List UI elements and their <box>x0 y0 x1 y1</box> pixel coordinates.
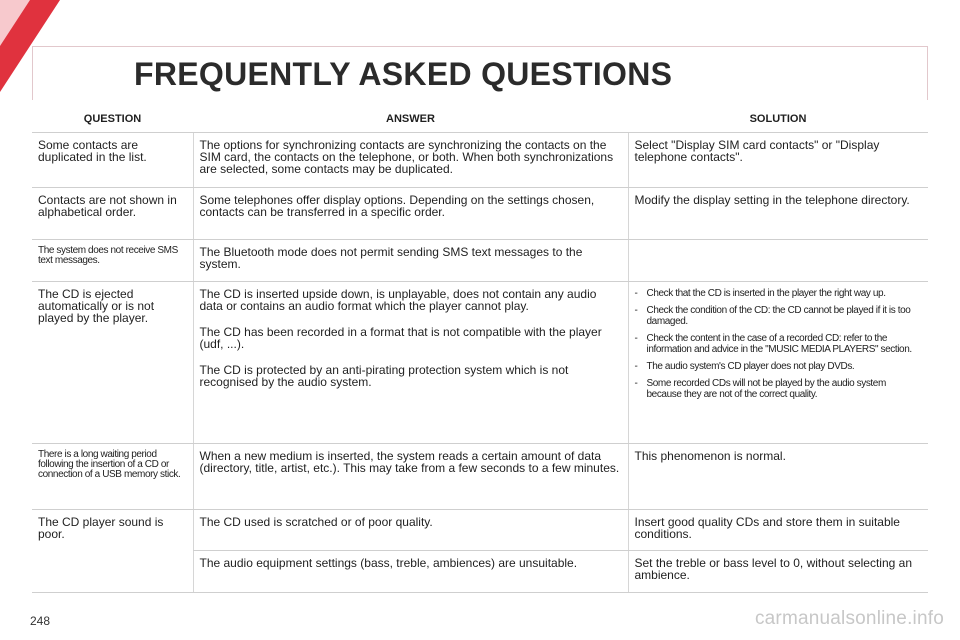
answer-cell <box>193 240 628 282</box>
answer-cell <box>193 510 628 551</box>
solution-item: - The audio system's CD player does not play DVDs. <box>635 361 923 372</box>
page-title: FREQUENTLY ASKED QUESTIONS <box>134 56 673 92</box>
question-cell: The CD player sound is poor. <box>38 515 164 541</box>
answer-cell <box>193 444 628 510</box>
corner-decoration-light <box>0 0 30 46</box>
solution-item: - Check the content in the case of a recorded CD: refer to the information and advice in the "MUSIC MEDIA PLAYERS" section. <box>635 333 923 355</box>
header-row <box>32 106 928 133</box>
answer-text: The CD has been recorded in a format that is not compatible with the player (udf, ...). <box>199 325 602 351</box>
solution-item: - Check the condition of the CD: the CD cannot be played if it is too damaged. <box>635 305 923 327</box>
table-row <box>32 444 928 510</box>
solution-cell: Select "Display SIM card contacts" or "Display telephone contacts". <box>628 133 928 188</box>
answer-text: When a new medium is inserted, the system reads a certain amount of data (directory, title, artist, etc.). This may take from a few seconds to a few minutes. <box>199 449 620 475</box>
question-cell <box>32 551 193 593</box>
column-header-question: QUESTION <box>32 106 193 133</box>
solution-item: - Some recorded CDs will not be played by the audio system because they are not of the correct quality. <box>635 378 923 400</box>
solution-item: - Check that the CD is inserted in the player the right way up. <box>635 288 923 299</box>
answer-cell <box>193 282 628 444</box>
solution-list <box>635 288 923 400</box>
table-row <box>32 240 928 282</box>
solution-cell: Modify the display setting in the telephone directory. <box>628 188 928 240</box>
solution-cell <box>628 282 928 444</box>
faq-table <box>32 106 928 593</box>
question-cell: The CD is ejected automatically or is not played by the player. <box>32 282 193 444</box>
answer-cell <box>193 133 628 188</box>
answer-text: The audio equipment settings (bass, treble, ambiences) are unsuitable. <box>199 556 578 570</box>
answer-text: The CD used is scratched or of poor quality. <box>199 515 433 529</box>
table-row <box>32 510 928 551</box>
table-row <box>32 188 928 240</box>
table-row <box>32 133 928 188</box>
solution-cell: Set the treble or bass level to 0, without selecting an ambience. <box>628 551 928 593</box>
table-row <box>32 551 928 593</box>
solution-cell: This phenomenon is normal. <box>628 444 928 510</box>
question-cell: Contacts are not shown in alphabetical order. <box>32 188 193 240</box>
table-row <box>32 282 928 444</box>
column-header-solution: SOLUTION <box>628 106 928 133</box>
question-cell: There is a long waiting period following the insertion of a CD or connection of a USB memory stick. <box>32 444 193 510</box>
question-cell: The system does not receive SMS text messages. <box>32 240 193 282</box>
answer-text: The options for synchronizing contacts are synchronizing the contacts on the SIM card, the contacts on the telephone, or both. When both synchronizations are selected, some contacts may be duplicated. <box>199 138 614 176</box>
watermark: carmanualsonline.info <box>754 608 944 629</box>
answer-text: The CD is protected by an anti-pirating protection system which is not recognised by the audio system. <box>199 363 569 389</box>
question-cell: Some contacts are duplicated in the list. <box>32 133 193 188</box>
answer-cell <box>193 551 628 593</box>
answer-text: Some telephones offer display options. Depending on the settings chosen, contacts can be transferred in a specific order. <box>199 193 595 219</box>
solution-cell: Insert good quality CDs and store them in suitable conditions. <box>628 510 928 551</box>
answer-text: The Bluetooth mode does not permit sending SMS text messages to the system. <box>199 245 583 271</box>
solution-cell <box>628 240 928 282</box>
answer-cell <box>193 188 628 240</box>
column-header-answer: ANSWER <box>193 106 628 133</box>
answer-text: The CD is inserted upside down, is unplayable, does not contain any audio data or contains an audio format which the player cannot play. <box>199 287 597 313</box>
page-number: 248 <box>30 614 51 628</box>
